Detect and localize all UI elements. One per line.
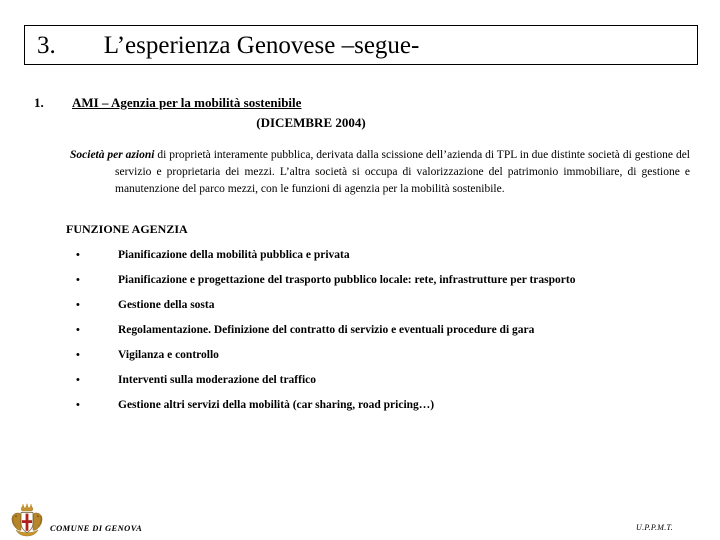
list-item [70,323,700,348]
section-number: 1. [34,95,44,110]
body-rest: due distinte società di gestione del servizio e proprietaria dei mezzi. L’altra società si occupa di valorizzazione del patrimonio immobiliare, di gestione e manutenzione del parco mezzi, con le funzioni di agenzia per la mobilità sostenibile. [115,149,691,195]
footer-organization-label: COMUNE DI GENOVA [50,523,143,533]
list-item-label: Gestione della sosta [118,299,215,311]
list-item [70,273,700,298]
footer-department-label: U.P.P.M.T. [636,523,674,532]
list-item [70,348,700,373]
body-paragraph [70,147,690,198]
bullet-point-icon: • [76,324,80,336]
bullet-point-icon: • [76,299,80,311]
list-item-label: Vigilanza e controllo [118,349,219,361]
list-item-label: Pianificazione e progettazione del trasporto pubblico locale: rete, infrastrutture per trasporto [118,274,576,286]
bullet-point-icon: • [76,249,80,261]
body-line1-rest: di proprietà interamente pubblica, derivata dalla scissione dell’azienda di TPL in [154,149,529,161]
bullet-point-icon: • [76,274,80,286]
list-item-label: Regolamentazione. Definizione del contratto di servizio e eventuali procedure di gara [118,324,535,336]
list-item [70,298,700,323]
list-item-label: Pianificazione della mobilità pubblica e privata [118,249,350,261]
list-item [70,373,700,398]
slide-title-box [24,25,698,65]
list-item [70,248,700,273]
slide-title-number: 3. [37,31,56,59]
body-lead-emphasis: Società per azioni [70,149,155,161]
bullet-point-icon: • [76,374,80,386]
list-item-label: Interventi sulla moderazione del traffico [118,374,317,386]
bullet-point-icon: • [76,399,80,411]
section-heading-line [24,95,698,111]
funzione-agenzia-heading: FUNZIONE AGENZIA [66,222,188,236]
list-item-label: Gestione altri servizi della mobilità (car sharing, road pricing…) [118,399,435,411]
section-subtitle: (DICEMBRE 2004) [256,115,366,130]
section-heading [24,95,698,131]
slide-title-text: L’esperienza Genovese –segue- [103,31,420,59]
bullet-list [70,248,700,423]
list-item [70,398,700,423]
body-paragraph-block [70,147,690,198]
genoa-coat-of-arms-icon [8,503,46,537]
bullet-point-icon: • [76,349,80,361]
section-title: AMI – Agenzia per la mobilità sostenibile [72,95,302,110]
